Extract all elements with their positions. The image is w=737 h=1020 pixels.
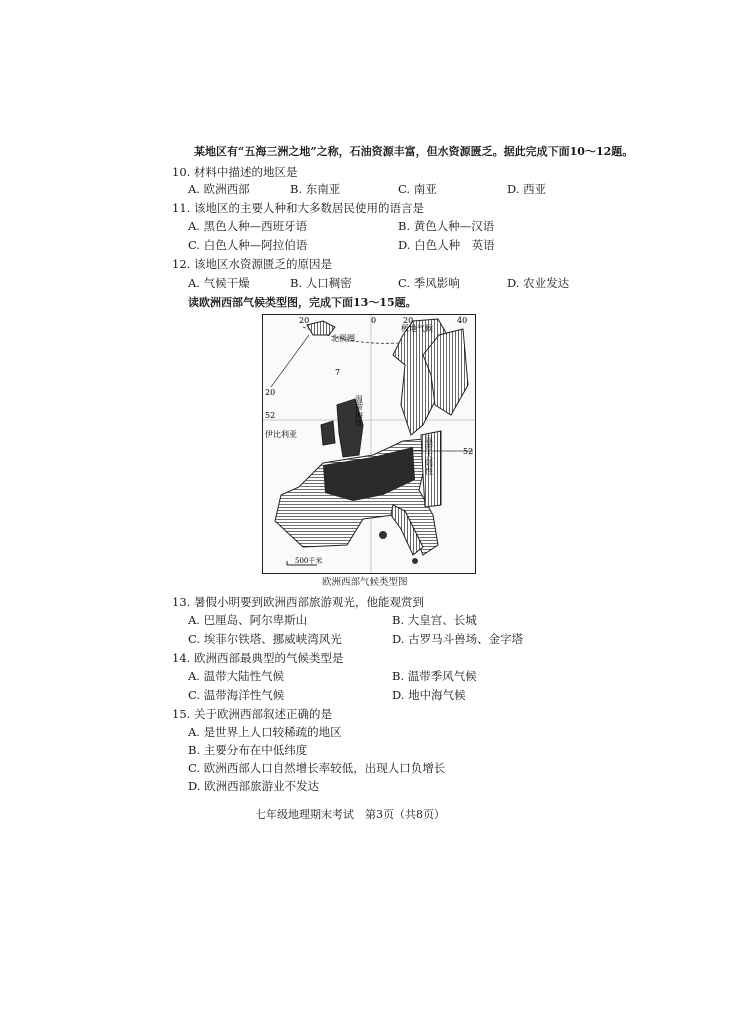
map-label-7: 7 (335, 368, 341, 377)
climate-map (262, 314, 476, 574)
q15-option-b: B. 主要分布在中低纬度 (188, 743, 308, 757)
question-10: 10. 材料中描述的地区是 (172, 165, 298, 179)
q10-option-a: A. 欧洲西部 (188, 182, 250, 196)
q10-option-d: D. 西亚 (507, 182, 547, 196)
q14-option-c: C. 温带海洋性气候 (188, 688, 285, 702)
tick-20w: 20 (299, 316, 310, 325)
q13-option-d: D. 古罗马斗兽场、金字塔 (392, 632, 524, 646)
question-12: 12. 该地区水资源匮乏的原因是 (172, 257, 332, 271)
tick-40e: 40 (457, 316, 468, 325)
q11-option-b: B. 黄色人种—汉语 (398, 219, 495, 233)
map-label-iberia: 伊比利亚 (265, 430, 297, 439)
intro-10-12: 某地区有“五海三洲之地”之称，石油资源丰富，但水资源匮乏。据此完成下面10～12题。 (194, 145, 634, 158)
map-caption: 欧洲西部气候类型图 (322, 577, 408, 588)
question-11: 11. 该地区的主要人种和大多数居民使用的语言是 (172, 201, 424, 215)
intro-13-15: 读欧洲西部气候类型图，完成下面13～15题。 (188, 296, 417, 309)
q13-option-b: B. 大皇宫、长城 (392, 613, 477, 627)
q12-option-c: C. 季风影响 (398, 276, 460, 290)
iceland-shape (307, 321, 335, 335)
q10-option-c: C. 南亚 (398, 182, 437, 196)
tick-left-52: 52 (265, 411, 276, 420)
q14-option-a: A. 温带大陆性气候 (188, 669, 285, 683)
q11-option-d: D. 白色人种 英语 (398, 238, 495, 252)
map-label-ocean: 温带海洋 (354, 395, 364, 427)
q12-option-a: A. 气候干燥 (188, 276, 250, 290)
question-14: 14. 欧洲西部最典型的气候类型是 (172, 651, 344, 665)
q12-option-b: B. 人口稠密 (290, 276, 352, 290)
q12-option-d: D. 农业发达 (507, 276, 570, 290)
tick-left-20: 20 (265, 388, 276, 397)
tick-20e: 20 (403, 316, 414, 325)
q11-option-c: C. 白色人种—阿拉伯语 (188, 238, 308, 252)
map-label-arctic: 北极圈 (331, 334, 355, 343)
question-13: 13. 暑假小明要到欧洲西部旅游观光，他能观赏到 (172, 595, 424, 609)
map-label-continental: 温带大陆性 (424, 435, 434, 475)
tick-right-52: 52 (463, 447, 474, 456)
q13-option-a: A. 巴厘岛、阿尔卑斯山 (188, 613, 308, 627)
q14-option-d: D. 地中海气候 (392, 688, 466, 702)
q11-option-a: A. 黑色人种—西班牙语 (188, 219, 308, 233)
q15-option-a: A. 是世界上人口较稀疏的地区 (188, 725, 342, 739)
q10-option-b: B. 东南亚 (290, 182, 341, 196)
q14-option-b: B. 温带季风气候 (392, 669, 477, 683)
ireland-shape (321, 421, 335, 445)
europe-map-drawing (263, 315, 475, 573)
question-15: 15. 关于欧洲西部叙述正确的是 (172, 707, 332, 721)
page-footer: 七年级地理期末考试 第3页（共8页） (255, 808, 445, 821)
q15-option-c: C. 欧洲西部人口自然增长率较低，出现人口负增长 (188, 761, 446, 775)
tick-0: 0 (371, 316, 377, 325)
q13-option-c: C. 埃菲尔铁塔、挪威峡湾风光 (188, 632, 342, 646)
q15-option-d: D. 欧洲西部旅游业不发达 (188, 779, 320, 793)
map-label-polar: 极地气候 (401, 324, 433, 333)
map-scale: 500千米 (295, 557, 323, 565)
